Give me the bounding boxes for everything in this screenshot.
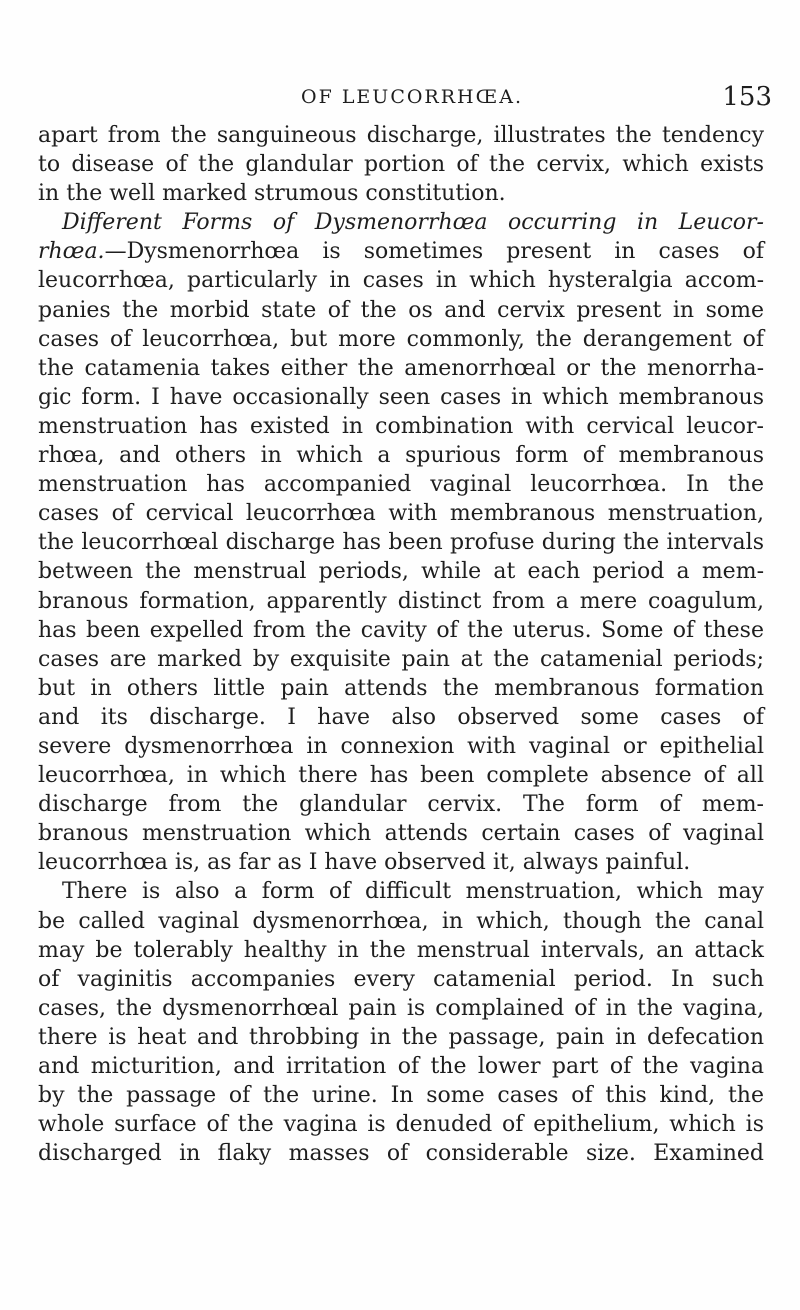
text-line: be called vaginal dysmenorrhœa, in which, though the canal <box>38 908 764 934</box>
text-line: has been expelled from the cavity of the uterus. Some of these <box>38 617 764 643</box>
text-line: in the well marked strumous constitution. <box>38 181 506 207</box>
text-line: to disease of the glandular portion of the cervix, which exists <box>38 152 764 178</box>
text-line: there is heat and throbbing in the passage, pain in defecation <box>38 1024 764 1050</box>
text-line <box>38 237 764 266</box>
page-number: 153 <box>722 82 772 112</box>
text-line: rhœa, and others in which a spurious form of membranous <box>38 443 764 469</box>
text-line: branous formation, apparently distinct from a mere coagulum, <box>38 588 764 614</box>
section-heading-line: Different Forms of Dysmenorrhœa occurring in Leucor- <box>62 210 764 236</box>
text-line: apart from the sanguineous discharge, illustrates the tendency <box>38 123 764 148</box>
text-line: may be tolerably healthy in the menstrual intervals, an attack <box>38 937 764 963</box>
text-line: but in others little pain attends the membranous formation <box>38 675 764 701</box>
text-line: and its discharge. I have also observed some cases of <box>38 704 764 730</box>
text-line: severe dysmenorrhœa in connexion with vaginal or epithelial <box>38 733 764 759</box>
text-line: gic form. I have occasionally seen cases in which membranous <box>38 384 764 410</box>
text-line: and micturition, and irritation of the lower part of the vagina <box>38 1054 764 1079</box>
text-line: menstruation has existed in combination with cervical leucor- <box>38 413 764 439</box>
text-line: menstruation has accompanied vaginal leucorrhœa. In the <box>38 472 764 498</box>
body-text <box>38 121 764 1168</box>
text-line-rest: —Dysmenorrhœa is sometimes present in cases of <box>104 239 764 265</box>
text-line: cases of cervical leucorrhœa with membranous menstruation, <box>38 501 764 527</box>
text-line: between the menstrual periods, while at each period a mem- <box>38 559 764 585</box>
text-line: the leucorrhœal discharge has been profuse during the intervals <box>38 530 764 556</box>
text-line: discharged in flaky masses of considerable size. Examined <box>38 1141 764 1167</box>
text-line: cases of leucorrhœa, but more commonly, the derangement of <box>38 326 764 352</box>
text-line: whole surface of the vagina is denuded of epithelium, which is <box>38 1112 764 1138</box>
running-head <box>52 80 772 114</box>
text-line: leucorrhœa, in which there has been complete absence of all <box>38 763 764 789</box>
text-line: panies the morbid state of the os and cervix present in some <box>38 297 764 323</box>
section-heading-end: rhœa. <box>38 239 105 265</box>
text-line: leucorrhœa is, as far as I have observed it, always painful. <box>38 850 691 876</box>
text-line: cases, the dysmenorrhœal pain is complained of in the vagina, <box>38 995 764 1021</box>
text-line: of vaginitis accompanies every catamenial period. In such <box>38 966 764 992</box>
text-line: leucorrhœa, particularly in cases in which hysteralgia accom- <box>38 268 764 294</box>
running-title: OF LEUCORRHŒA. <box>301 86 523 108</box>
text-line: discharge from the glandular cervix. The form of mem- <box>38 792 764 818</box>
text-line: cases are marked by exquisite pain at the catamenial periods; <box>38 646 764 672</box>
text-line: branous menstruation which attends certain cases of vaginal <box>38 821 764 847</box>
text-line: by the passage of the urine. In some cases of this kind, the <box>38 1083 764 1109</box>
text-line: There is also a form of difficult menstruation, which may <box>62 879 764 905</box>
text-line: the catamenia takes either the amenorrhœal or the menorrha- <box>38 355 764 381</box>
